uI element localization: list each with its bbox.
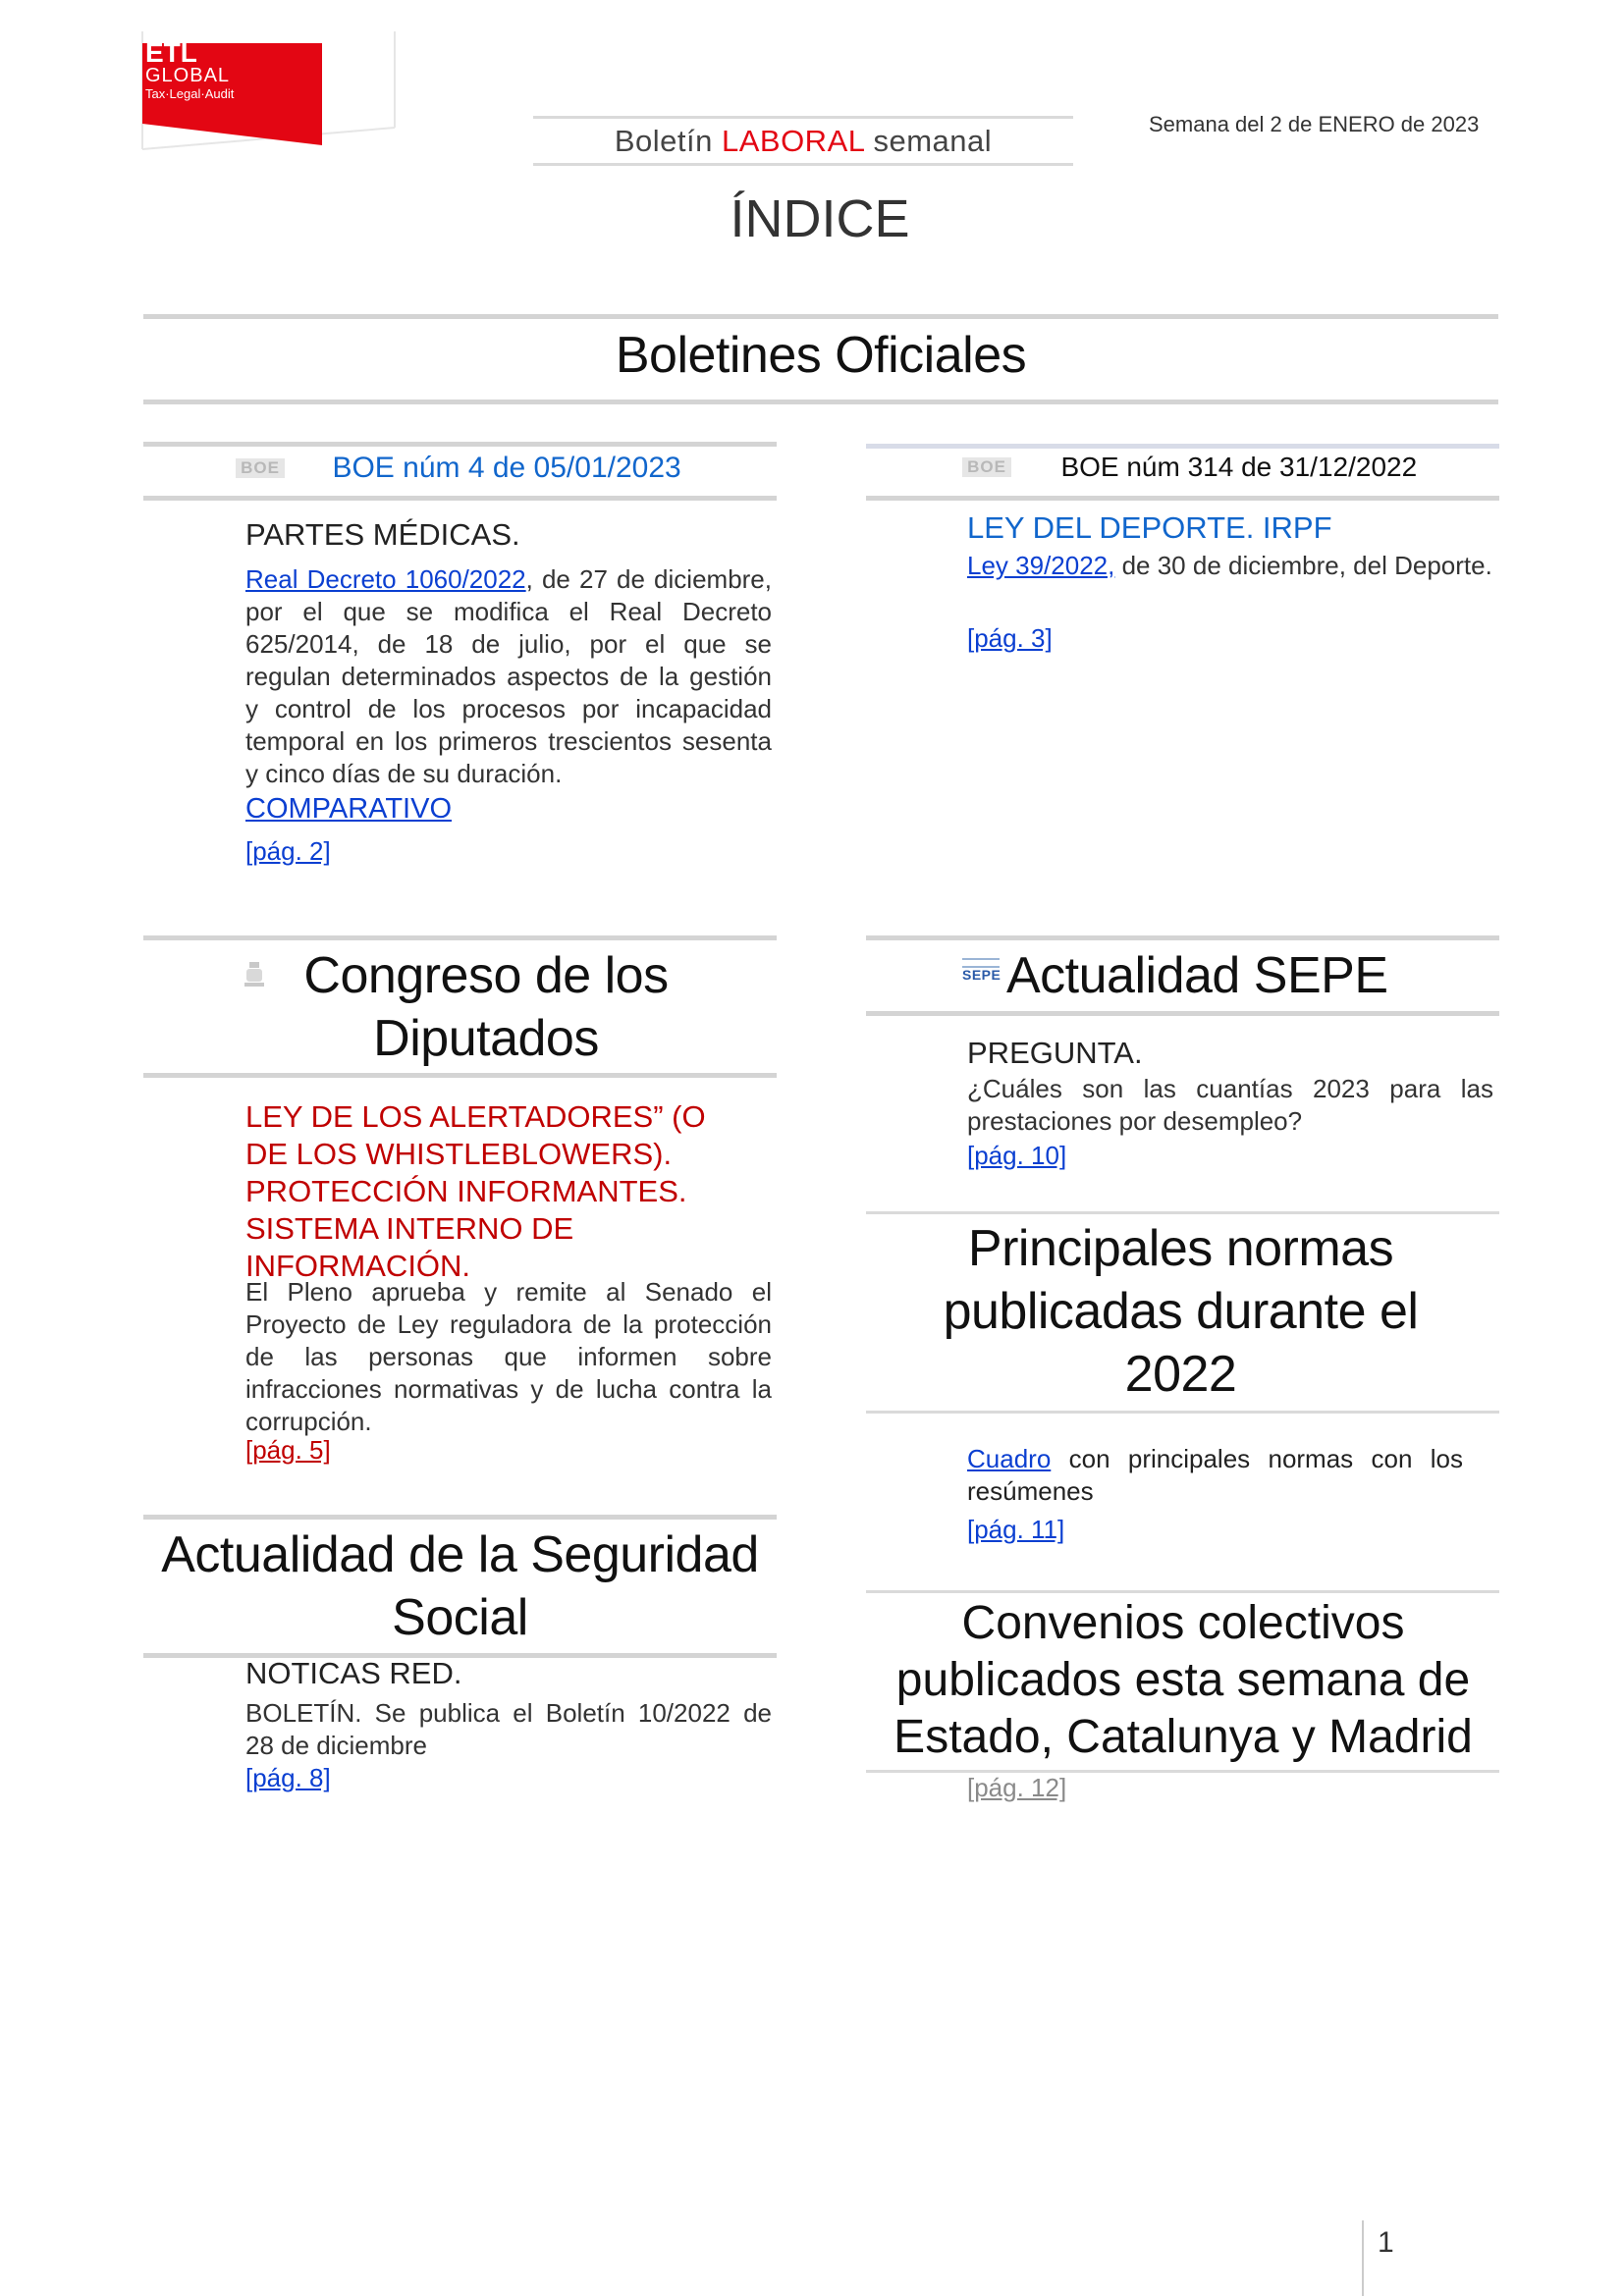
congreso-text: El Pleno aprueba y remite al Senado el Proyecto de Ley reguladora de la protección de las personas que informen sobre infracciones normativas y de lucha contra la corrupción. — [245, 1277, 772, 1436]
boletines-title: Boletines Oficiales — [615, 327, 1027, 384]
sepe-topic: PREGUNTA. — [967, 1036, 1143, 1070]
real-decreto-link[interactable]: Real Decreto 1060/2022 — [245, 564, 526, 594]
sepe-rule-top — [866, 935, 1499, 940]
boe-right-rule-top — [866, 444, 1499, 449]
logo-tagline: Tax·Legal·Audit — [145, 86, 235, 101]
boe-right-icon: BOE — [962, 457, 1011, 477]
seguridad-text: BOLETÍN. Se publica el Boletín 10/2022 de 28 de diciembre — [245, 1698, 772, 1760]
convenios-rule-bottom — [866, 1770, 1499, 1773]
boletines-rule-bottom — [143, 400, 1498, 404]
convenios-rule-top — [866, 1590, 1499, 1593]
footer-divider — [1362, 2220, 1364, 2296]
bulletin-suffix: semanal — [873, 124, 993, 158]
congreso-rule-bottom — [143, 1073, 777, 1078]
logo-global: GLOBAL — [145, 65, 231, 86]
seguridad-topic: NOTICAS RED. — [245, 1656, 462, 1690]
boe-right-text-block — [967, 550, 1493, 582]
seguridad-rule-top — [143, 1515, 777, 1520]
boe-left-text-block — [245, 563, 772, 790]
congreso-headline: LEY DE LOS ALERTADORES” (O DE LOS WHISTLEBLOWERS). PROTECCIÓN INFORMANTES. SISTEMA INTERNO DE INFORMACIÓN. — [245, 1099, 706, 1283]
boe-left-topic: PARTES MÉDICAS. — [245, 517, 520, 552]
bulletin-prefix: Boletín — [614, 124, 713, 158]
boe-left-header — [236, 452, 776, 489]
comparativo-link[interactable]: COMPARATIVO — [245, 793, 452, 825]
bulletin-highlight: LABORAL — [721, 124, 865, 158]
sepe-logo-text: SEPE — [962, 967, 1001, 983]
boe-left-heading: BOE núm 4 de 05/01/2023 — [332, 452, 681, 484]
boe-right-header — [962, 452, 1492, 489]
boe-right-description: de 30 de diciembre, del Deporte. — [1114, 551, 1492, 580]
normas-text-block — [967, 1443, 1463, 1508]
boletines-rule-top — [143, 314, 1498, 319]
week-label: Semana del 2 de ENERO de 2023 — [1149, 112, 1480, 136]
convenios-title: Convenios colectivos publicados esta semana de Estado, Catalunya y Madrid — [893, 1597, 1473, 1763]
boe-right-topic: LEY DEL DEPORTE. IRPF — [967, 510, 1332, 545]
ley-39-2022-link[interactable]: Ley 39/2022, — [967, 551, 1115, 580]
normas-rule-bottom — [866, 1411, 1499, 1414]
boe-left-rule-top — [143, 442, 777, 447]
boe-right-rule-bottom — [866, 496, 1499, 501]
seguridad-page-link[interactable]: [pág. 8] — [245, 1763, 331, 1792]
sepe-page-link[interactable]: [pág. 10] — [967, 1141, 1067, 1170]
sepe-rule-bottom — [866, 1011, 1499, 1016]
seguridad-title: Actualidad de la Seguridad Social — [161, 1526, 759, 1646]
sepe-text: ¿Cuáles son las cuantías 2023 para las prestaciones por desempleo? — [967, 1074, 1493, 1136]
normas-page-link[interactable]: [pág. 11] — [967, 1515, 1065, 1544]
boe-left-icon: BOE — [236, 458, 285, 478]
congreso-page-link[interactable]: [pág. 5] — [245, 1435, 331, 1465]
congreso-title: Congreso de los Diputados — [303, 947, 669, 1067]
etl-global-logo — [137, 29, 403, 152]
boe-right-heading: BOE núm 314 de 31/12/2022 — [1060, 452, 1418, 482]
normas-rule-top — [866, 1211, 1499, 1214]
congreso-icon — [244, 960, 265, 989]
cuadro-link[interactable]: Cuadro — [967, 1444, 1052, 1473]
normas-description: con principales normas con los resúmenes — [967, 1444, 1463, 1506]
header-rule-bottom — [533, 163, 1073, 166]
normas-title: Principales normas publicadas durante el 2022 — [943, 1220, 1419, 1403]
bulletin-title — [533, 124, 1073, 159]
congreso-rule-top — [143, 935, 777, 940]
header-rule-top — [533, 116, 1073, 119]
boe-left-description: , de 27 de diciembre, por el que se modifica el Real Decreto 625/2014, de 18 de julio, por el que se regulan determinados aspectos de la gestión y control de los procesos por incapacidad temporal en los primeros trescientos sesenta y cinco días de su duración. — [245, 564, 772, 788]
convenios-page-link[interactable]: [pág. 12] — [967, 1773, 1067, 1802]
boe-left-page-link[interactable]: [pág. 2] — [245, 836, 331, 866]
sepe-title: Actualidad SEPE — [1006, 947, 1388, 1004]
page-number: 1 — [1378, 2226, 1394, 2259]
logo-etl: ETL — [145, 37, 197, 68]
index-title: ÍNDICE — [730, 189, 910, 248]
sepe-icon — [962, 958, 1000, 986]
boe-right-page-link[interactable]: [pág. 3] — [967, 623, 1053, 653]
boe-left-rule-bottom — [143, 496, 777, 501]
